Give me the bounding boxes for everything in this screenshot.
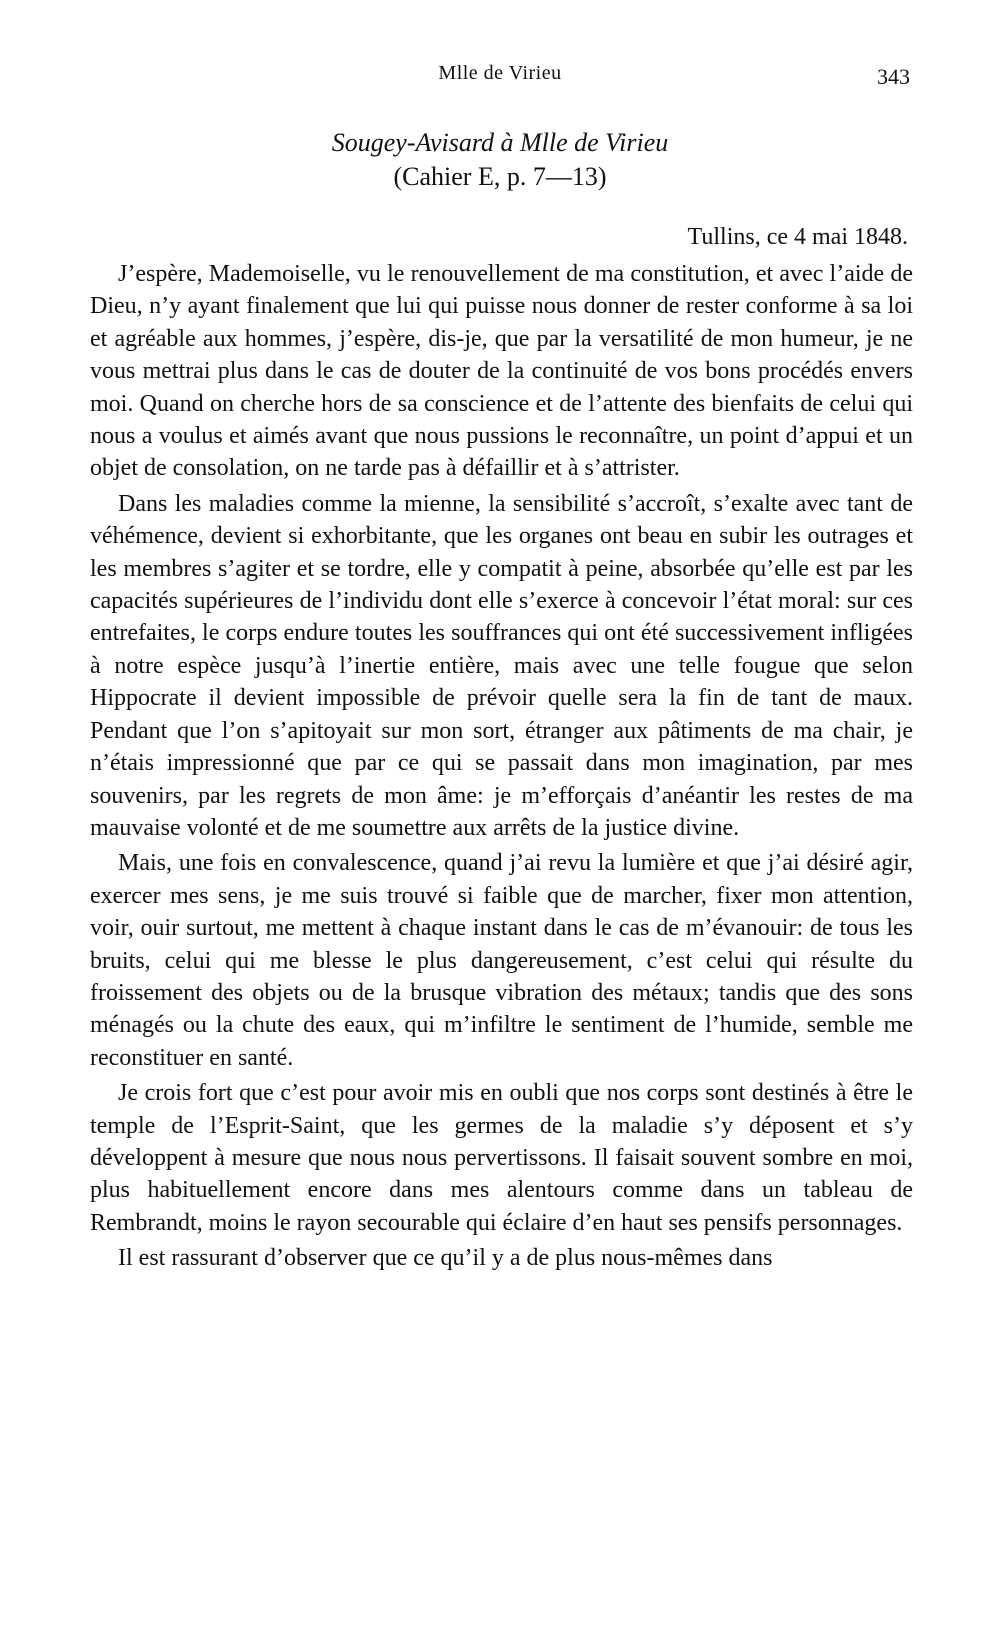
- letter-body: [90, 258, 913, 1278]
- paragraph: Il est rassurant d’observer que ce qu’il y a de plus nous-mêmes dans: [118, 1245, 773, 1272]
- letter-heading: [90, 126, 910, 194]
- paragraph: Dans les maladies comme la mienne, la sensibilité s’accroît, s’exalte avec tant de véhémence, devient si exhorbitante, que les organes ont beau en subir les outrages et les membres s’agiter et se tordre, elle y compatit à peine, absorbée qu’elle est par les capacités supérieures de l’individu dont elle s’exerce à concevoir l’état moral: sur ces entrefaites, le corps endure toutes les souffrances qui ont été successivement infligées à notre espèce jusqu’à l’inertie entière, mais avec une telle fougue que selon Hippocrate il devient impossible de prévoir quelle sera la fin de tant de maux. Pendant que l’on s’apitoyait sur mon sort, étranger aux pâtiments de ma chair, je n’étais impressionné que par ce qui se passait dans mon imagination, par mes souvenirs, par les regrets de mon âme: je m’efforçais d’anéantir les restes de ma mauvaise volonté et de me soumettre aux arrêts de la justice divine.: [90, 490, 913, 841]
- letter-source: (Cahier E, p. 7—13): [393, 162, 607, 191]
- running-head: [90, 62, 910, 92]
- paragraph: Mais, une fois en convalescence, quand j’ai revu la lumière et que j’ai désiré agir, exercer mes sens, je me suis trouvé si faible que de marcher, fixer mon attention, voir, ouir surtout, me mettent à chaque instant dans le cas de m’évanouir: de tous les bruits, celui qui me blesse le plus dangereusement, c’est celui qui résulte du froissement des objets ou de la brusque vibration des métaux; tandis que des sons ménagés ou la chute des eaux, qui m’infiltre le sentiment de l’humide, semble me reconstituer en santé.: [90, 850, 913, 1071]
- paragraph: J’espère, Mademoiselle, vu le renouvellement de ma constitution, et avec l’aide de Dieu, n’y ayant finalement que lui qui puisse nous donner de rester conforme à sa loi et agréable aux hommes, j’espère, dis-je, que par la versatilité de mon humeur, je ne vous mettrai plus dans le cas de douter de la continuité de vos bons procédés envers moi. Quand on cherche hors de sa conscience et de l’attente des bienfaits de celui qui nous a voulus et aimés avant que nous pussions le reconnaître, un point d’appui et un objet de consolation, on ne tarde pas à défaillir et à s’attrister.: [90, 261, 913, 482]
- running-title: Mlle de Virieu: [438, 62, 562, 84]
- page-number: 343: [877, 64, 910, 89]
- letter-title: Sougey-Avisard à Mlle de Virieu: [331, 128, 669, 157]
- letter-dateline: Tullins, ce 4 mai 1848.: [687, 224, 908, 250]
- paragraph: Je crois fort que c’est pour avoir mis en oubli que nos corps sont destinés à être le temple de l’Esprit-Saint, que les germes de la maladie s’y déposent et s’y développent à mesure que nous nous pervertissons. Il faisait souvent sombre en moi, plus habituellement encore dans mes alentours comme dans un tableau de Rembrandt, moins le rayon secourable qui éclaire d’en haut ses pensifs personnages.: [90, 1080, 913, 1236]
